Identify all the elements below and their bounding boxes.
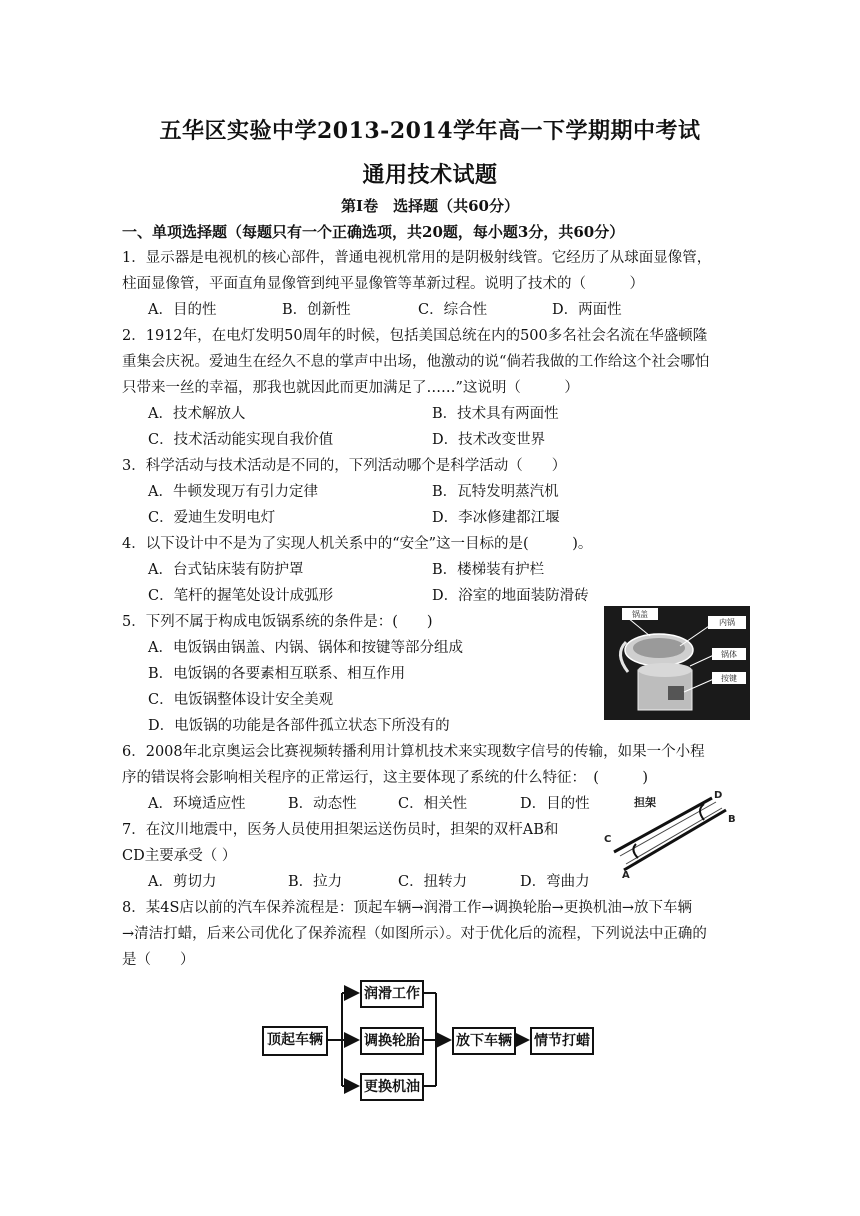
question-1-option-b: B．创新性 xyxy=(282,302,351,318)
question-7-option-a: A．剪切力 xyxy=(148,874,217,890)
point-c: C xyxy=(604,834,612,845)
question-3-option-c: C．爱迪生发明电灯 xyxy=(148,510,276,526)
question-1-line-1: 1．显示器是电视机的核心部件，普通电视机常用的是阴极射线管。它经历了从球面显像管， xyxy=(122,250,712,266)
question-5-option-b: B．电饭锅的各要素相互联系、相互作用 xyxy=(148,666,406,682)
question-2-line-2: 重集会庆祝。爱迪生在经久不息的掌声中出场，他激动的说“倘若我做的工作给这个社会哪怕 xyxy=(122,354,710,370)
question-5-option-c: C．电饭锅整体设计安全美观 xyxy=(148,692,334,708)
flow-node-clean-wax: 情节打蜡 xyxy=(530,1027,594,1055)
question-5-line-1: 5．下列不属于构成电饭锅系统的条件是：( ) xyxy=(122,614,433,630)
question-1-option-a: A．目的性 xyxy=(148,302,217,318)
question-4-option-d: D．浴室的地面装防滑砖 xyxy=(432,588,589,604)
stretcher-figure xyxy=(600,786,756,878)
maintenance-flowchart xyxy=(262,978,602,1108)
label-lid: 锅盖 xyxy=(632,610,648,619)
question-1-option-c: C．综合性 xyxy=(418,302,488,318)
stretcher-image xyxy=(600,786,756,878)
question-2-line-1: 2．1912年，在电灯发明50周年的时候，包括美国总统在内的500多名社会名流在华盛顿隆 xyxy=(122,328,708,344)
question-2-option-c: C．技术活动能实现自我价值 xyxy=(148,432,334,448)
exam-subtitle: 通用技术试题 xyxy=(362,162,498,188)
flow-node-swap-tires: 调换轮胎 xyxy=(360,1027,424,1055)
question-5-option-a: A．电饭锅由锅盖、内锅、锅体和按键等部分组成 xyxy=(148,640,463,656)
question-7-option-d: D．弯曲力 xyxy=(520,874,590,890)
label-body: 锅体 xyxy=(721,650,737,659)
flow-node-lower-car: 放下车辆 xyxy=(452,1027,516,1055)
question-1-option-d: D．两面性 xyxy=(552,302,622,318)
question-8-line-3: 是（ ） xyxy=(122,952,195,968)
question-7-line-1: 7．在汶川地震中，医务人员使用担架运送伤员时，担架的双杆AB和 xyxy=(122,822,559,838)
question-3-option-b: B．瓦特发明蒸汽机 xyxy=(432,484,559,500)
volume-heading: 第Ⅰ卷 选择题（共60分） xyxy=(341,197,519,215)
label-inner-pot: 内锅 xyxy=(719,618,735,627)
question-6-line-2: 序的错误将会影响相关程序的正常运行，这主要体现了系统的什么特征： ( ) xyxy=(122,770,649,786)
flow-node-lift-car: 顶起车辆 xyxy=(262,1026,328,1056)
question-4-line-1: 4．以下设计中不是为了实现人机关系中的“安全”这一目标的是( )。 xyxy=(122,536,593,552)
question-2-line-3: 只带来一丝的幸福，那我也就因此而更加满足了……”这说明（ ） xyxy=(122,380,579,396)
question-6-option-d: D．目的性 xyxy=(520,796,590,812)
question-6-line-1: 6．2008年北京奥运会比赛视频转播利用计算机技术来实现数字信号的传输，如果一个小程 xyxy=(122,744,705,760)
point-b: B xyxy=(728,814,736,825)
question-5-option-d: D．电饭锅的功能是各部件孤立状态下所没有的 xyxy=(148,718,450,734)
question-3-line-1: 3．科学活动与技术活动是不同的，下列活动哪个是科学活动（ ） xyxy=(122,458,567,474)
section-heading: 一、单项选择题（每题只有一个正确选项，共20题，每小题3分，共60分） xyxy=(122,223,625,241)
stretcher-title: 担架 xyxy=(634,796,656,809)
flow-node-change-oil: 更换机油 xyxy=(360,1073,424,1101)
question-8-line-2: →清洁打蜡，后来公司优化了保养流程（如图所示）。对于优化后的流程，下列说法中正确的 xyxy=(122,926,707,942)
question-7-line-2: CD主要承受（ ） xyxy=(122,848,237,864)
label-button: 按键 xyxy=(721,674,737,683)
question-7-option-b: B．拉力 xyxy=(288,874,343,890)
question-8-line-1: 8．某4S店以前的汽车保养流程是：顶起车辆→润滑工作→调换轮胎→更换机油→放下车辆 xyxy=(122,900,692,916)
question-2-option-d: D．技术改变世界 xyxy=(432,432,546,448)
question-1-line-2: 柱面显像管，平面直角显像管到纯平显像管等革新过程。说明了技术的（ ） xyxy=(122,276,644,292)
rice-cooker-figure xyxy=(604,606,750,720)
point-d: D xyxy=(714,790,723,801)
question-2-option-b: B．技术具有两面性 xyxy=(432,406,559,422)
question-7-option-c: C．扭转力 xyxy=(398,874,468,890)
question-3-option-d: D．李冰修建都江堰 xyxy=(432,510,560,526)
point-a: A xyxy=(622,870,630,878)
question-4-option-b: B．楼梯装有护栏 xyxy=(432,562,545,578)
question-4-option-c: C．笔杆的握笔处设计成弧形 xyxy=(148,588,334,604)
exam-title: 五华区实验中学2013-2014学年高一下学期期中考试 xyxy=(159,118,701,144)
question-4-option-a: A．台式钻床装有防护罩 xyxy=(148,562,304,578)
question-2-option-a: A．技术解放人 xyxy=(148,406,246,422)
question-6-option-a: A．环境适应性 xyxy=(148,796,246,812)
question-6-option-b: B．动态性 xyxy=(288,796,357,812)
question-6-option-c: C．相关性 xyxy=(398,796,468,812)
question-3-option-a: A．牛顿发现万有引力定律 xyxy=(148,484,318,500)
rice-cooker-image xyxy=(604,606,750,720)
flow-node-lubrication: 润滑工作 xyxy=(360,980,424,1008)
